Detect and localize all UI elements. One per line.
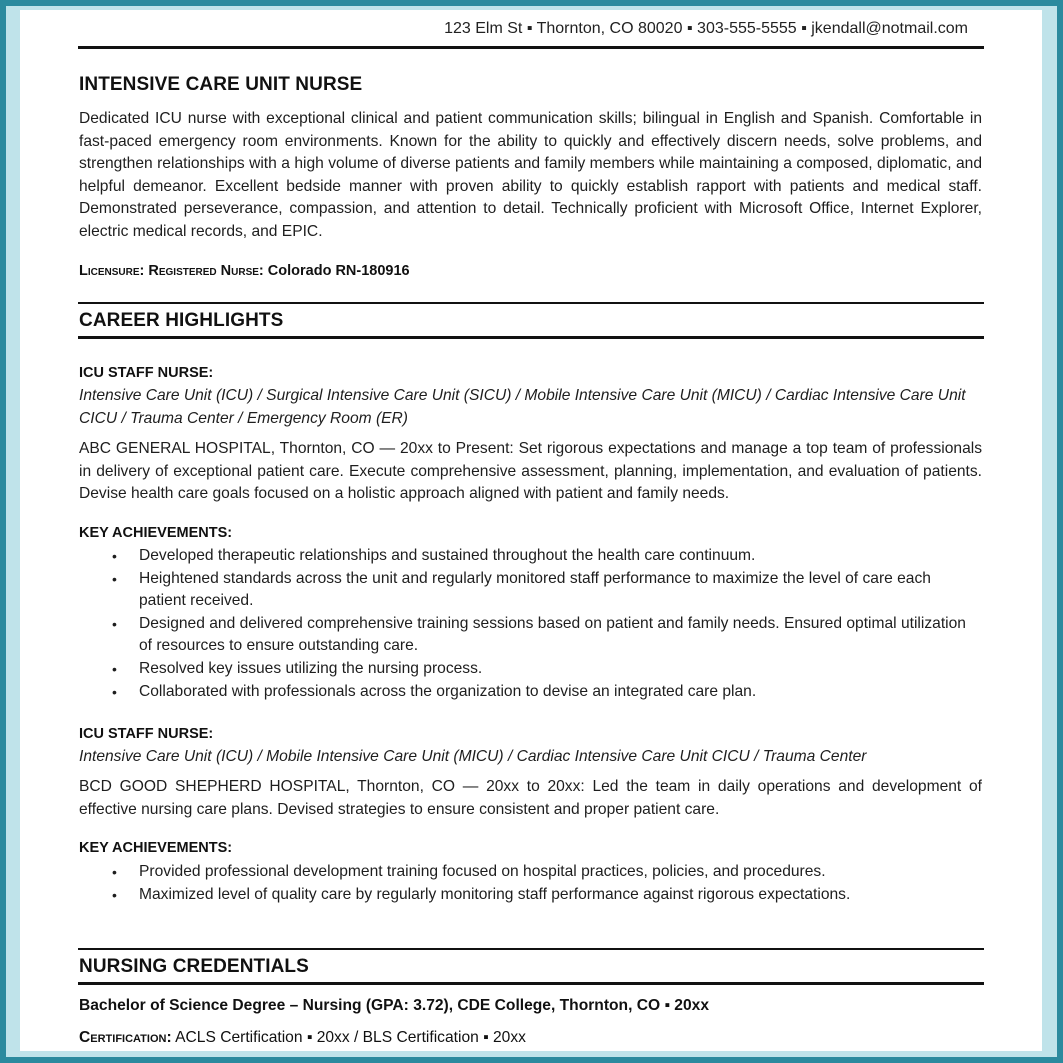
section-rule [78, 302, 984, 304]
achievements-list [79, 545, 979, 703]
bullet-icon: • [112, 548, 117, 564]
licensure-line [79, 263, 410, 279]
bullet-icon: • [112, 864, 117, 880]
list-item: • Provided professional development training focused on hospital practices, policies, and procedures. [79, 861, 979, 884]
bullet-icon: • [112, 886, 117, 903]
list-item: • Collaborated with professionals across the organization to devise an integrated care plan. [79, 681, 979, 704]
bullet-icon: • [112, 683, 117, 700]
credentials-title: NURSING CREDENTIALS [79, 956, 309, 977]
resume-page [20, 10, 1042, 1051]
achievements-list [79, 861, 979, 906]
bullet-icon: • [112, 615, 117, 632]
contact-line: 123 Elm St ▪ Thornton, CO 80020 ▪ 303-555-5555 ▪ jkendall@notmail.com [444, 20, 968, 37]
degree-line: Bachelor of Science Degree – Nursing (GPA: 3.72), CDE College, Thornton, CO ▪ 20xx [79, 997, 710, 1014]
achievements-label: KEY ACHIEVEMENTS: [79, 840, 233, 856]
list-item: • Maximized level of quality care by regularly monitoring staff performance against rigorous expectations. [79, 884, 979, 907]
section-rule [78, 982, 984, 985]
achievements-label: KEY ACHIEVEMENTS: [79, 525, 233, 541]
job-units: Intensive Care Unit (ICU) / Mobile Intensive Care Unit (MICU) / Cardiac Intensive Care Unit CICU / Trauma Center [79, 748, 867, 765]
certification-value: ACLS Certification ▪ 20xx / BLS Certification ▪ 20xx [175, 1029, 526, 1046]
job-units: Intensive Care Unit (ICU) / Surgical Intensive Care Unit (SICU) / Mobile Intensive Care Unit (MICU) / Cardiac Intensive Care Unit CICU / Trauma Center / Emergency Room (ER) [79, 387, 966, 427]
certification-label: Certification: [79, 1029, 172, 1046]
list-item: • Heightened standards across the unit and regularly monitored staff performance to maximize the level of care each patient received. [112, 569, 931, 610]
objective-title: INTENSIVE CARE UNIT NURSE [79, 74, 363, 95]
section-rule [78, 948, 984, 950]
licensure-label: Licensure: Registered Nurse: [79, 263, 264, 279]
job-role: ICU STAFF NURSE: [79, 365, 214, 381]
page-frame [6, 6, 1057, 1057]
certification-line [79, 1029, 526, 1047]
summary-paragraph: Dedicated ICU nurse with exceptional clinical and patient communication skills; bilingual in English and Spanish. Comfortable in fast-paced emergency room environments. Known for the ability to quickly and effectively discern needs, solve problems, and strengthen relationships with a high volume of diverse patients and family members while maintaining a composed, diplomatic, and helpful demeanor. Excellent bedside manner with proven ability to quickly establish rapport with patients and medical staff. Demonstrated perseverance, compassion, and attention to detail. Technically proficient with Microsoft Office, Internet Explorer, electric medical records, and EPIC. [79, 110, 982, 240]
section-rule [78, 336, 984, 339]
header-rule [78, 46, 984, 49]
job-description: ABC GENERAL HOSPITAL, Thornton, CO — 20xx to Present: Set rigorous expectations and manage a top team of professionals in delivery of exceptional patient care. Execute comprehensive assessment, planning, implementation, and evaluation of patients. Devise health care goals focused on a holistic approach aligned with patient and family needs. [79, 440, 982, 503]
bullet-icon: • [112, 570, 117, 587]
licensure-value: Colorado RN-180916 [267, 263, 410, 279]
job-role: ICU STAFF NURSE: [79, 726, 214, 742]
list-item: • Developed therapeutic relationships and sustained throughout the health care continuum. [79, 545, 979, 568]
list-item: • Resolved key issues utilizing the nursing process. [79, 658, 979, 681]
bullet-icon: • [112, 660, 117, 677]
job-description: BCD GOOD SHEPHERD HOSPITAL, Thornton, CO — 20xx to 20xx: Led the team in daily operations and development of effective nursing care plans. Devised strategies to ensure consistent and proper patient care. [79, 778, 982, 818]
career-title: CAREER HIGHLIGHTS [79, 310, 284, 331]
list-item: • Designed and delivered comprehensive training sessions based on patient and family needs. Ensured optimal utilization of resources to ensure outstanding care. [112, 614, 966, 655]
